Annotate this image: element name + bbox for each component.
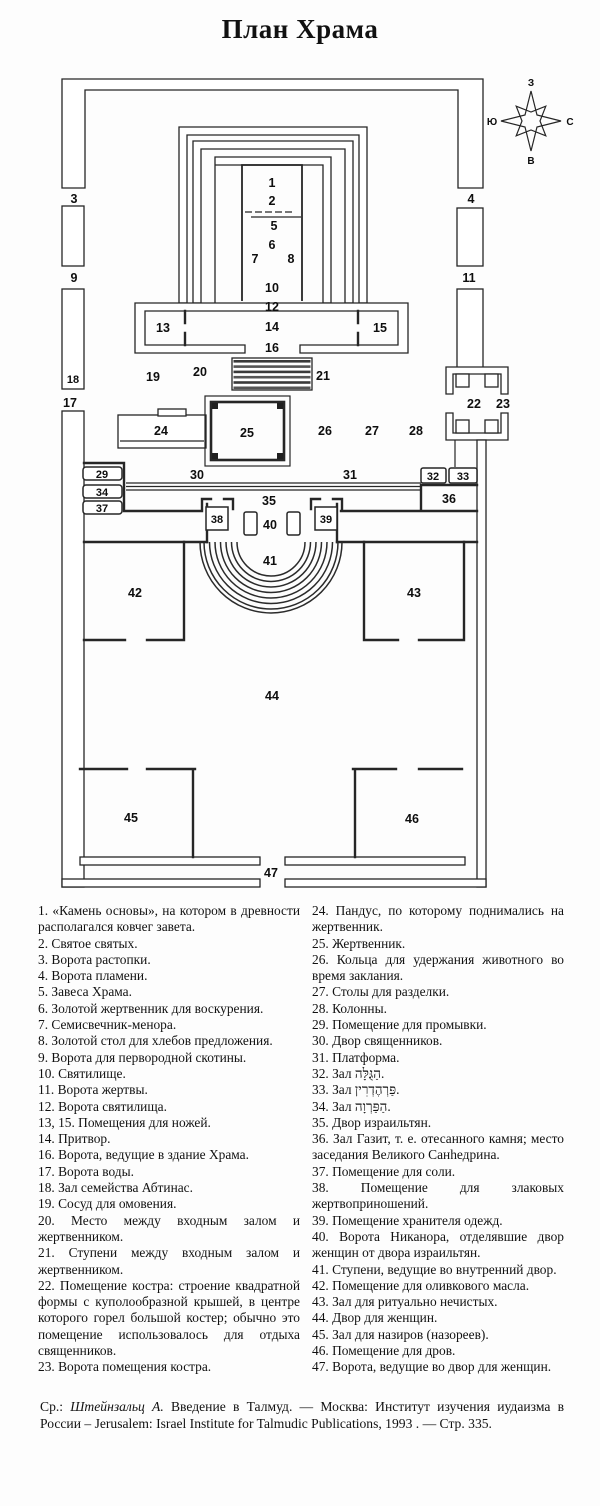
plan-label-3: 3 <box>70 192 78 206</box>
plan-label-13: 13 <box>156 321 170 335</box>
citation-prefix: Ср.: <box>40 1398 71 1414</box>
plan-label-14: 14 <box>265 320 279 334</box>
plan-label-45: 45 <box>124 811 138 825</box>
plan-label-33: 33 <box>456 471 470 483</box>
legend-item-34: 34. Зал הַפַּרְוָה. <box>312 1098 391 1114</box>
plan-label-12: 12 <box>265 300 279 314</box>
plan-label-39: 39 <box>319 514 333 526</box>
plan-label-10: 10 <box>265 281 279 295</box>
legend-item-38: 38. Помещение для злаковых жертвоприношений. <box>312 1180 564 1212</box>
plan-label-41: 41 <box>263 554 277 568</box>
legend-item-25: 25. Жертвенник. <box>312 935 406 951</box>
legend-item-26: 26. Кольца для удержания животного во время заклания. <box>312 951 564 984</box>
plan-label-24: 24 <box>154 424 168 438</box>
compass-north-label: С <box>566 117 574 128</box>
legend-item-42: 42. Помещение для оливкового масла. <box>312 1277 530 1293</box>
plan-label-25: 25 <box>240 426 254 440</box>
legend-item-35: 35. Двор израильтян. <box>312 1114 432 1130</box>
platform-lines <box>126 483 421 490</box>
legend-item-9: 9. Ворота для первородной скотины. <box>38 1049 247 1065</box>
legend-item-40: 40. Ворота Никанора, отделявшие двор женщин от двора израильтян. <box>312 1228 564 1261</box>
plan-label-28: 28 <box>409 424 423 438</box>
legend-item-44: 44. Двор для женщин. <box>312 1310 438 1326</box>
temple-building <box>179 127 367 303</box>
plan-label-20: 20 <box>193 365 207 379</box>
legend-item-13-15: 13, 15. Помещения для ножей. <box>38 1114 211 1130</box>
plan-label-34: 34 <box>95 487 109 499</box>
steps-block <box>232 358 312 390</box>
plan-label-4: 4 <box>467 192 475 206</box>
legend-item-24: 24. Пандус, по которому поднимались на жертвенник. <box>312 903 564 935</box>
legend-item-45: 45. Зал для назиров (назореев). <box>312 1326 489 1342</box>
citation <box>0 1398 600 1432</box>
legend-column-right <box>312 903 564 1376</box>
plan-label-11: 11 <box>462 271 476 285</box>
plan-label-29: 29 <box>95 469 109 481</box>
legend-item-19: 19. Сосуд для омовения. <box>38 1196 177 1212</box>
plan-label-40: 40 <box>263 518 277 532</box>
legend-item-43: 43. Зал для ритуально нечистых. <box>312 1294 498 1310</box>
plan-label-31: 31 <box>343 468 357 482</box>
legend-item-33: 33. Зал פַּרְהֶדְרִין. <box>312 1082 400 1098</box>
plan-label-5: 5 <box>270 219 278 233</box>
legend-item-39: 39. Помещение хранителя одежд. <box>312 1212 503 1228</box>
legend-item-32: 32. Зал הַגֻּלָּה. <box>312 1065 385 1081</box>
legend-item-1: 1. «Камень основы», на котором в древности располагался ковчег завета. <box>38 903 300 935</box>
plan-label-43: 43 <box>407 586 421 600</box>
temple-plan <box>0 45 600 893</box>
legend-item-20: 20. Место между входным залом и жертвенником. <box>38 1212 300 1244</box>
legend-item-2: 2. Святое святых. <box>38 935 138 951</box>
plan-label-19: 19 <box>146 370 160 384</box>
citation-text: Введение в Талмуд. — Москва: Институт изучения иудаизма в России – Jerusalem: Israel Institute for Talmudic Publications, 1993 . — Стр. 335. <box>40 1398 565 1431</box>
legend-column-left <box>38 903 300 1376</box>
page-title: План Храма <box>221 14 379 44</box>
legend <box>0 893 600 1376</box>
plan-label-15: 15 <box>373 321 387 335</box>
legend-item-28: 28. Колонны. <box>312 1000 387 1016</box>
plan-label-35: 35 <box>262 494 276 508</box>
plan-label-2: 2 <box>268 194 276 208</box>
legend-item-30: 30. Двор священников. <box>312 1033 443 1049</box>
plan-label-22: 22 <box>467 397 481 411</box>
plan-label-32: 32 <box>426 471 440 483</box>
plan-label-6: 6 <box>268 238 276 252</box>
plan-label-38: 38 <box>210 514 224 526</box>
legend-item-31: 31. Платформа. <box>312 1049 400 1065</box>
plan-label-36: 36 <box>442 492 456 506</box>
legend-item-46: 46. Помещение для дров. <box>312 1343 456 1359</box>
legend-item-37: 37. Помещение для соли. <box>312 1163 456 1179</box>
plan-label-18: 18 <box>66 374 80 386</box>
legend-item-6: 6. Золотой жертвенник для воскурения. <box>38 1000 264 1016</box>
plan-label-42: 42 <box>128 586 142 600</box>
legend-item-21: 21. Ступени между входным залом и жертвенником. <box>38 1245 300 1277</box>
legend-item-36: 36. Зал Газит, т. е. отесанного камня; место заседания Великого Санhедрина. <box>312 1131 564 1163</box>
legend-item-16: 16. Ворота, ведущие в здание Храма. <box>38 1147 249 1163</box>
plan-label-1: 1 <box>268 176 276 190</box>
legend-item-11: 11. Ворота жертвы. <box>38 1082 148 1098</box>
plan-label-26: 26 <box>318 424 332 438</box>
plan-label-30: 30 <box>190 468 204 482</box>
plan-label-7: 7 <box>251 252 259 266</box>
plan-label-23: 23 <box>496 397 510 411</box>
legend-item-5: 5. Завеса Храма. <box>38 984 132 1000</box>
compass-south-label: Ю <box>486 117 498 128</box>
plan-label-9: 9 <box>70 271 78 285</box>
citation-author: Штейнзальц А. <box>70 1398 164 1414</box>
legend-item-17: 17. Ворота воды. <box>38 1163 134 1179</box>
plan-label-27: 27 <box>365 424 379 438</box>
plan-label-17: 17 <box>63 396 77 410</box>
inner-court-walls <box>84 463 477 542</box>
legend-item-18: 18. Зал семейства Абтинас. <box>38 1180 193 1196</box>
plan-label-46: 46 <box>405 812 419 826</box>
plan-label-47: 47 <box>264 866 278 880</box>
legend-item-22: 22. Помещение костра: строение квадратной формы с куполообразной крышей, в центре которого горел большой костер; обычно это помещение использовалось для отдыха священников. <box>38 1277 300 1359</box>
legend-item-47: 47. Ворота, ведущие во двор для женщин. <box>312 1359 552 1375</box>
legend-item-29: 29. Помещение для промывки. <box>312 1017 487 1033</box>
plan-label-8: 8 <box>287 252 295 266</box>
compass-west-label: З <box>527 78 535 89</box>
legend-item-8: 8. Золотой стол для хлебов предложения. <box>38 1033 273 1049</box>
legend-item-7: 7. Семисвечник-менора. <box>38 1017 177 1033</box>
plan-label-16: 16 <box>265 341 279 355</box>
legend-item-3: 3. Ворота растопки. <box>38 951 151 967</box>
legend-item-23: 23. Ворота помещения костра. <box>38 1359 212 1375</box>
legend-item-27: 27. Столы для разделки. <box>312 984 450 1000</box>
legend-item-14: 14. Притвор. <box>38 1131 111 1147</box>
compass-east-label: В <box>527 156 535 167</box>
compass-rose <box>487 78 574 167</box>
legend-item-10: 10. Святилище. <box>38 1065 126 1081</box>
plan-label-44: 44 <box>265 689 279 703</box>
legend-item-12: 12. Ворота святилища. <box>38 1098 167 1114</box>
plan-label-37: 37 <box>95 503 109 515</box>
plan-label-21: 21 <box>316 369 330 383</box>
legend-item-4: 4. Ворота пламени. <box>38 968 148 984</box>
legend-item-41: 41. Ступени, ведущие во внутренний двор. <box>312 1261 557 1277</box>
semicircular-steps <box>200 542 342 613</box>
